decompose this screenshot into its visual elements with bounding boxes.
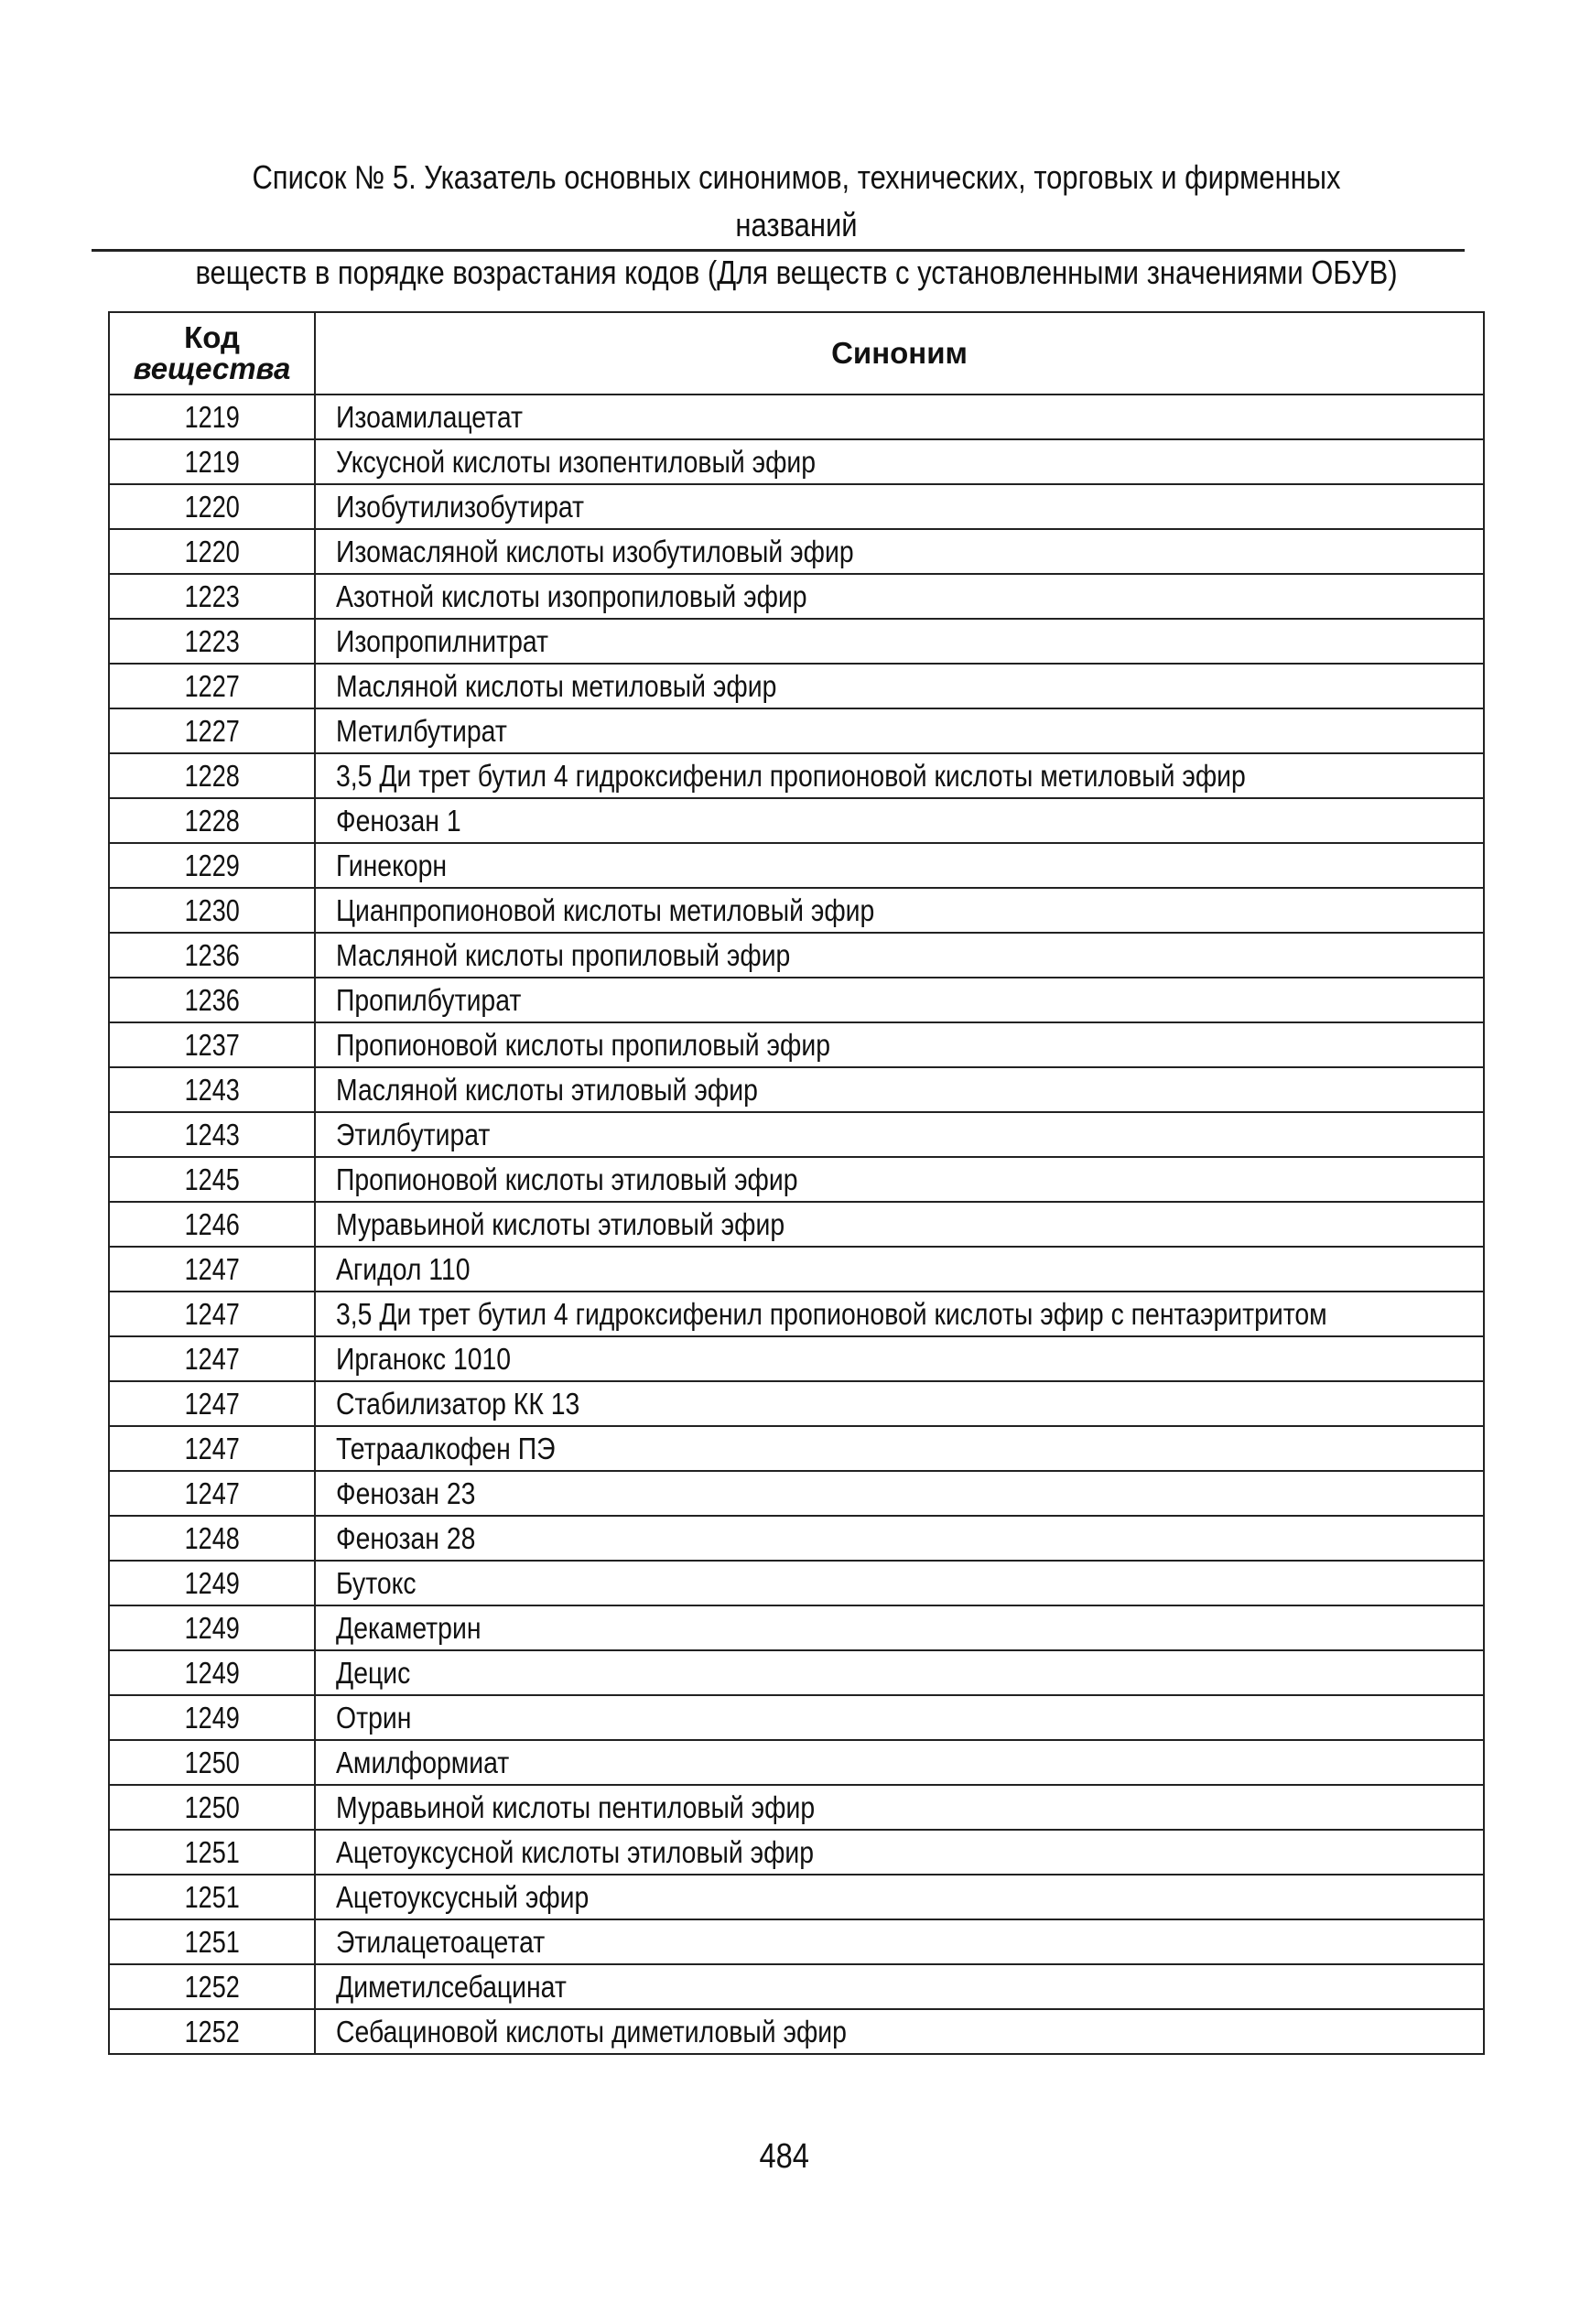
cell-code [109, 1650, 315, 1695]
cell-code [109, 1516, 315, 1561]
cell-code [109, 574, 315, 619]
cell-synonym [315, 484, 1484, 529]
code-text: 1228 [184, 803, 240, 838]
cell-code [109, 1875, 315, 1919]
code-text: 1250 [184, 1789, 240, 1824]
synonym-text: Тетраалкофен ПЭ [336, 1431, 556, 1465]
table-row [109, 1202, 1484, 1247]
cell-code [109, 1157, 315, 1202]
synonym-text: Агидол 110 [336, 1251, 471, 1286]
cell-code [109, 1112, 315, 1157]
synonym-text: Азотной кислоты изопропиловый эфир [336, 578, 807, 613]
cell-synonym [315, 1426, 1484, 1471]
table-row [109, 1561, 1484, 1605]
table-row [109, 1112, 1484, 1157]
header-synonym: Синоним [315, 312, 1484, 395]
code-text: 1249 [184, 1610, 240, 1645]
title-line-1: Список № 5. Указатель основных синонимов, технических, торговых и фирменных названий [252, 158, 1341, 243]
code-text: 1228 [184, 758, 240, 793]
table-row [109, 1471, 1484, 1516]
cell-code [109, 1336, 315, 1381]
table-row [109, 1336, 1484, 1381]
cell-synonym [315, 1381, 1484, 1426]
cell-code [109, 978, 315, 1022]
code-text: 1250 [184, 1745, 240, 1779]
cell-synonym [315, 619, 1484, 664]
cell-synonym [315, 2009, 1484, 2054]
synonym-text: Изоамилацетат [336, 399, 523, 434]
cell-synonym [315, 439, 1484, 484]
cell-code [109, 1381, 315, 1426]
code-text: 1236 [184, 982, 240, 1017]
cell-synonym [315, 1919, 1484, 1964]
table-row [109, 1022, 1484, 1067]
table-body [109, 395, 1484, 2054]
synonym-text: Пропилбутират [336, 982, 522, 1017]
table-row [109, 933, 1484, 978]
cell-synonym [315, 1471, 1484, 1516]
cell-synonym [315, 978, 1484, 1022]
cell-synonym [315, 1112, 1484, 1157]
table-row [109, 753, 1484, 798]
cell-code [109, 708, 315, 753]
code-text: 1247 [184, 1386, 240, 1421]
table-row [109, 484, 1484, 529]
table-header-row [109, 312, 1484, 395]
cell-code [109, 1202, 315, 1247]
cell-synonym [315, 1067, 1484, 1112]
cell-code [109, 439, 315, 484]
code-text: 1252 [184, 2014, 240, 2048]
synonym-text: Стабилизатор КК 13 [336, 1386, 580, 1421]
synonym-text: Этилбутират [336, 1117, 491, 1151]
synonym-text: Ацетоуксусной кислоты этиловый эфир [336, 1834, 815, 1869]
table-row [109, 1785, 1484, 1830]
title-underline [92, 249, 1465, 252]
cell-code [109, 395, 315, 439]
cell-synonym [315, 395, 1484, 439]
table-row [109, 1426, 1484, 1471]
synonym-text: Масляной кислоты этиловый эфир [336, 1072, 758, 1107]
code-text: 1223 [184, 578, 240, 613]
code-text: 1247 [184, 1341, 240, 1376]
code-text: 1251 [184, 1879, 240, 1914]
synonym-text: Гинекорн [336, 848, 448, 882]
table-row [109, 1740, 1484, 1785]
synonym-text: Ирганокс 1010 [336, 1341, 512, 1376]
cell-code [109, 1292, 315, 1336]
cell-code [109, 798, 315, 843]
cell-code [109, 664, 315, 708]
code-text: 1227 [184, 668, 240, 703]
cell-code [109, 1605, 315, 1650]
table-row [109, 574, 1484, 619]
cell-code [109, 1067, 315, 1112]
code-text: 1227 [184, 713, 240, 748]
synonym-text: Отрин [336, 1700, 412, 1735]
code-text: 1249 [184, 1655, 240, 1690]
table-row [109, 1830, 1484, 1875]
synonym-text: Метилбутират [336, 713, 507, 748]
cell-code [109, 1561, 315, 1605]
page-number [0, 2137, 1569, 2177]
code-text: 1247 [184, 1431, 240, 1465]
synonym-text: Диметилсебацинат [336, 1969, 567, 2004]
cell-code [109, 1740, 315, 1785]
table-row [109, 439, 1484, 484]
cell-code [109, 529, 315, 574]
code-text: 1220 [184, 534, 240, 568]
synonym-text: Фенозан 28 [336, 1520, 476, 1555]
code-text: 1243 [184, 1072, 240, 1107]
cell-synonym [315, 1695, 1484, 1740]
synonym-text: Декаметрин [336, 1610, 482, 1645]
cell-code [109, 2009, 315, 2054]
synonym-text: Фенозан 1 [336, 803, 461, 838]
table-row [109, 798, 1484, 843]
synonym-table [108, 311, 1485, 2055]
cell-code [109, 1471, 315, 1516]
cell-synonym [315, 1516, 1484, 1561]
code-text: 1251 [184, 1834, 240, 1869]
synonym-text: Амилформиат [336, 1745, 510, 1779]
table-row [109, 978, 1484, 1022]
title-line-2: веществ в порядке возрастания кодов (Для веществ с установленными значениями ОБУВ) [195, 254, 1398, 291]
code-text: 1249 [184, 1565, 240, 1600]
table-row [109, 1516, 1484, 1561]
synonym-text: Бутокс [336, 1565, 417, 1600]
table-row [109, 1067, 1484, 1112]
table-row [109, 1157, 1484, 1202]
table-row [109, 1247, 1484, 1292]
cell-synonym [315, 1336, 1484, 1381]
cell-synonym [315, 1830, 1484, 1875]
code-text: 1223 [184, 623, 240, 658]
cell-code [109, 1964, 315, 2009]
cell-synonym [315, 1875, 1484, 1919]
synonym-text: Изопропилнитрат [336, 623, 549, 658]
code-text: 1246 [184, 1206, 240, 1241]
cell-synonym [315, 1202, 1484, 1247]
table-row [109, 529, 1484, 574]
cell-code [109, 484, 315, 529]
table-row [109, 1875, 1484, 1919]
cell-synonym [315, 1157, 1484, 1202]
synonym-text: Изобутилизобутират [336, 489, 585, 524]
cell-synonym [315, 1785, 1484, 1830]
page-title [190, 154, 1402, 297]
cell-synonym [315, 664, 1484, 708]
table-row [109, 1381, 1484, 1426]
code-text: 1237 [184, 1027, 240, 1062]
code-text: 1251 [184, 1924, 240, 1959]
synonym-text: Цианпропионовой кислоты метиловый эфир [336, 892, 875, 927]
cell-code [109, 1785, 315, 1830]
code-text: 1219 [184, 399, 240, 434]
code-text: 1248 [184, 1520, 240, 1555]
cell-synonym [315, 1964, 1484, 2009]
synonym-text: Масляной кислоты метиловый эфир [336, 668, 777, 703]
cell-code [109, 843, 315, 888]
cell-synonym [315, 1247, 1484, 1292]
cell-code [109, 1247, 315, 1292]
code-text: 1236 [184, 937, 240, 972]
cell-code [109, 1695, 315, 1740]
cell-synonym [315, 798, 1484, 843]
code-text: 1229 [184, 848, 240, 882]
header-code-line-2: вещества [133, 351, 291, 385]
cell-synonym [315, 1561, 1484, 1605]
table-row [109, 1605, 1484, 1650]
code-text: 1230 [184, 892, 240, 927]
table-row [109, 2009, 1484, 2054]
cell-synonym [315, 1605, 1484, 1650]
table-row [109, 1695, 1484, 1740]
table-row [109, 664, 1484, 708]
code-text: 1220 [184, 489, 240, 524]
synonym-text: Масляной кислоты пропиловый эфир [336, 937, 791, 972]
code-text: 1249 [184, 1700, 240, 1735]
code-text: 1252 [184, 1969, 240, 2004]
table-row [109, 708, 1484, 753]
synonym-text: Изомасляной кислоты изобутиловый эфир [336, 534, 854, 568]
synonym-text: Уксусной кислоты изопентиловый эфир [336, 444, 817, 479]
cell-code [109, 1830, 315, 1875]
cell-code [109, 933, 315, 978]
cell-code [109, 753, 315, 798]
cell-synonym [315, 843, 1484, 888]
synonym-text: Пропионовой кислоты пропиловый эфир [336, 1027, 830, 1062]
synonym-text: 3,5 Ди трет бутил 4 гидроксифенил пропионовой кислоты метиловый эфир [336, 758, 1246, 793]
cell-code [109, 888, 315, 933]
code-text: 1243 [184, 1117, 240, 1151]
cell-synonym [315, 1650, 1484, 1695]
synonym-text: Фенозан 23 [336, 1475, 476, 1510]
synonym-text: Себациновой кислоты диметиловый эфир [336, 2014, 847, 2048]
cell-synonym [315, 1022, 1484, 1067]
cell-code [109, 1919, 315, 1964]
page-number-text: 484 [759, 2137, 810, 2176]
cell-synonym [315, 529, 1484, 574]
cell-synonym [315, 933, 1484, 978]
synonym-text: 3,5 Ди трет бутил 4 гидроксифенил пропионовой кислоты эфир с пентаэритритом [336, 1296, 1327, 1331]
cell-code [109, 1426, 315, 1471]
table-row [109, 1292, 1484, 1336]
table-row [109, 395, 1484, 439]
table-row [109, 1650, 1484, 1695]
cell-synonym [315, 753, 1484, 798]
cell-synonym [315, 574, 1484, 619]
table-row [109, 888, 1484, 933]
cell-synonym [315, 708, 1484, 753]
code-text: 1247 [184, 1251, 240, 1286]
code-text: 1219 [184, 444, 240, 479]
code-text: 1247 [184, 1475, 240, 1510]
synonym-text: Этилацетоацетат [336, 1924, 546, 1959]
table-row [109, 843, 1484, 888]
synonym-text: Муравьиной кислоты пентиловый эфир [336, 1789, 816, 1824]
code-text: 1245 [184, 1162, 240, 1196]
cell-code [109, 1022, 315, 1067]
synonym-text: Децис [336, 1655, 411, 1690]
cell-synonym [315, 1292, 1484, 1336]
synonym-text: Муравьиной кислоты этиловый эфир [336, 1206, 785, 1241]
header-code [109, 312, 315, 395]
cell-synonym [315, 888, 1484, 933]
code-text: 1247 [184, 1296, 240, 1331]
cell-synonym [315, 1740, 1484, 1785]
table-row [109, 619, 1484, 664]
table-row [109, 1964, 1484, 2009]
synonym-text: Ацетоуксусный эфир [336, 1879, 590, 1914]
synonym-text: Пропионовой кислоты этиловый эфир [336, 1162, 798, 1196]
table-row [109, 1919, 1484, 1964]
cell-code [109, 619, 315, 664]
header-code-line-1: Код [184, 320, 240, 354]
